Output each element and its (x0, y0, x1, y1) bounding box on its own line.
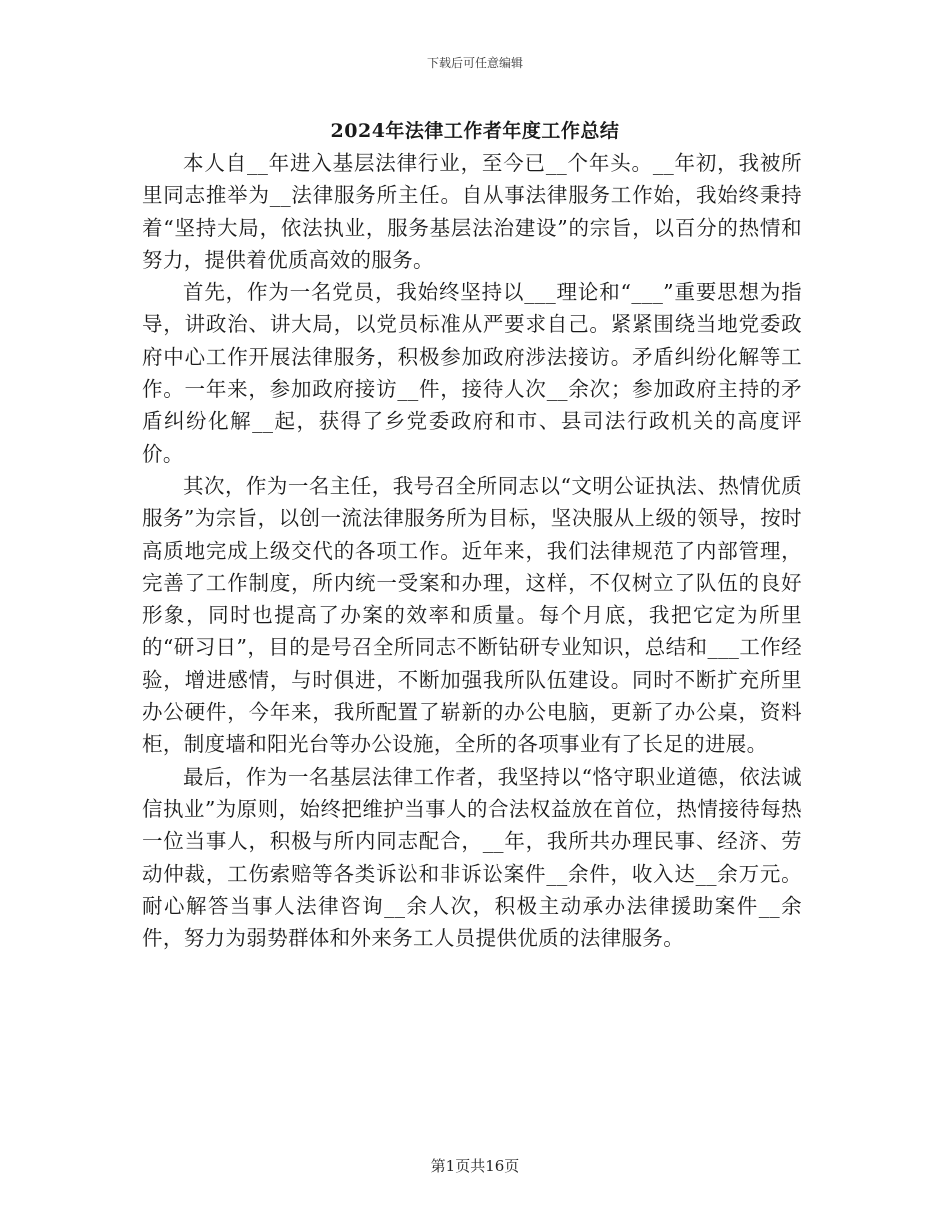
paragraph-2: 首先，作为一名党员，我始终坚持以___理论和“___”重要思想为指导，讲政治、讲大局，以党员标准从严要求自己。紧紧围绕当地党委政府中心工作开展法律服务，积极参加政府涉法接访。矛盾纠纷化解等工作。一年来，参加政府接访__件，接待人次__余次；参加政府主持的矛盾纠纷化解__起，获得了乡党委政府和市、县司法行政机关的高度评价。 (142, 280, 802, 466)
paragraph-4: 最后，作为一名基层法律工作者，我坚持以“恪守职业道德，依法诚信执业”为原则，始终把维护当事人的合法权益放在首位，热情接待每热一位当事人，积极与所内同志配合，__年，我所共办理民事、经济、劳动仲裁，工伤索赔等各类诉讼和非诉讼案件__余件，收入达__余万元。耐心解答当事人法律咨询__余人次，积极主动承办法律援助案件__余件，努力为弱势群体和外来务工人员提供优质的法律服务。 (142, 764, 802, 951)
document-body (142, 147, 802, 954)
paragraph-1: 本人自__年进入基层法律行业，至今已__个年头。__年初，我被所里同志推举为__法律服务所主任。自从事法律服务工作始，我始终秉持着“坚持大局，依法执业，服务基层法治建设”的宗旨，以百分的热情和努力，提供着优质高效的服务。 (142, 151, 802, 272)
header-note: 下载后可任意编辑 (426, 56, 523, 70)
paragraph-3: 其次，作为一名主任，我号召全所同志以“文明公证执法、热情优质服务”为宗旨，以创一流法律服务所为目标，坚决服从上级的领导，按时高质地完成上级交代的各项工作。近年来，我们法律规范了内部管理，完善了工作制度，所内统一受案和办理，这样，不仅树立了队伍的良好形象，同时也提高了办案的效率和质量。每个月底，我把它定为所里的“研习日”，目的是号召全所同志不断钻研专业知识，总结和___工作经验，增进感情，与时俱进，不断加强我所队伍建设。同时不断扩充所里办公硬件，今年来，我所配置了崭新的办公电脑，更新了办公桌，资料柜，制度墙和阳光台等办公设施，全所的各项事业有了长足的进展。 (142, 473, 802, 757)
document-title: 2024年法律工作者年度工作总结 (330, 120, 620, 142)
page-footer: 第1页共16页 (430, 1157, 520, 1175)
